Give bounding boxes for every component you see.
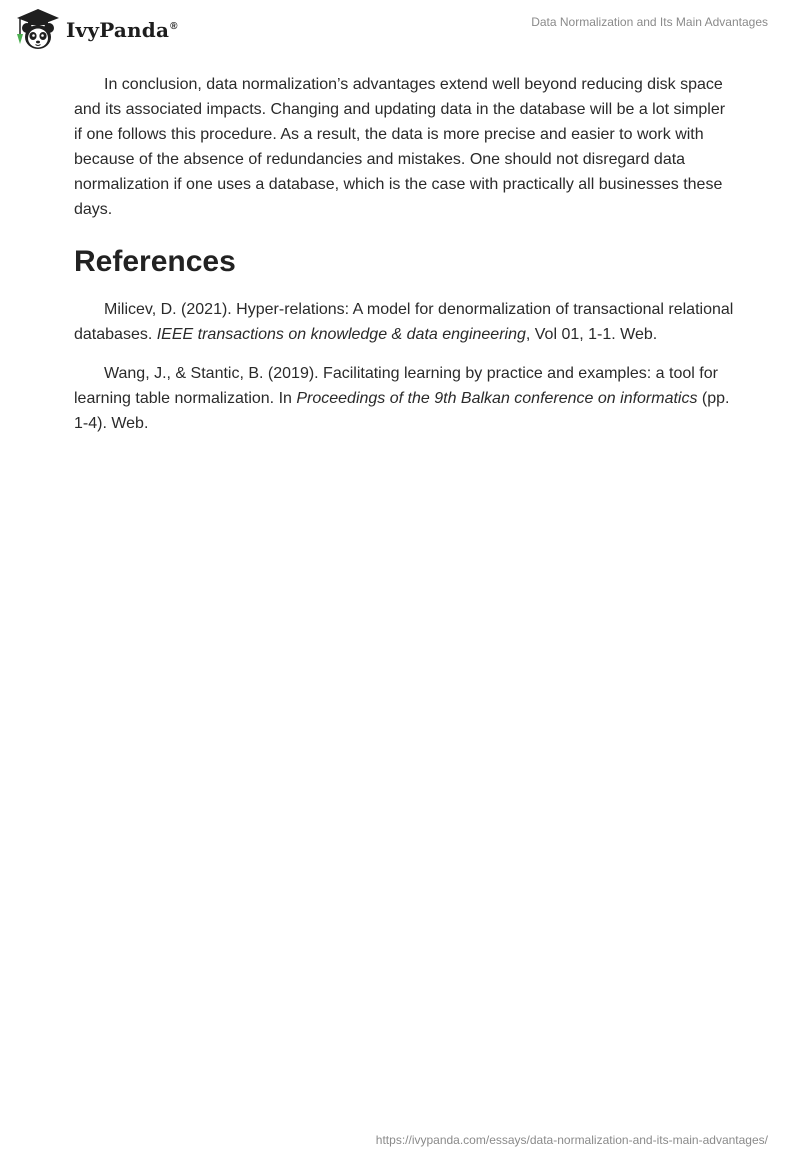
conclusion-paragraph: In conclusion, data normalization’s advantages extend well beyond reducing disk space and its associated impacts. Changing and updating data in the database will be a lot simpler if one follows this procedure. As a result, the data is more precise and easier to work with because of the absence of redundancies and mistakes. One should not disregard data normalization if one uses a database, which is the case with practically all businesses these days.	[74, 76, 726, 218]
reference-text-end: , Vol 01, 1-1. Web.	[525, 326, 658, 343]
registered-mark: ®	[170, 21, 178, 33]
page-header	[0, 0, 800, 60]
logo-wordmark: IvyPanda®	[66, 18, 178, 42]
reference-item	[74, 361, 734, 436]
reference-item	[74, 297, 734, 347]
panda-graduate-icon	[14, 8, 62, 52]
running-title: Data Normalization and Its Main Advantages	[531, 15, 768, 29]
ivypanda-logo[interactable]	[14, 8, 178, 52]
reference-text: Milicev, D. (2021). Hyper-relations: A model for denormalization of transactional relational databases.	[74, 301, 734, 343]
source-url[interactable]: https://ivypanda.com/essays/data-normalization-and-its-main-advantages/	[375, 1133, 768, 1147]
reference-text: Wang, J., & Stantic, B. (2019). Facilitating learning by practice and examples: a tool for learning table normalization. In	[74, 365, 718, 407]
reference-source-title: Proceedings of the 9th Balkan conference on informatics	[296, 390, 698, 407]
references-list	[74, 297, 734, 436]
essay-content	[74, 72, 734, 450]
reference-text-end: (pp. 1-4). Web.	[74, 390, 730, 432]
reference-source-title: IEEE transactions on knowledge & data engineering	[156, 326, 526, 343]
references-heading: References	[74, 245, 236, 278]
